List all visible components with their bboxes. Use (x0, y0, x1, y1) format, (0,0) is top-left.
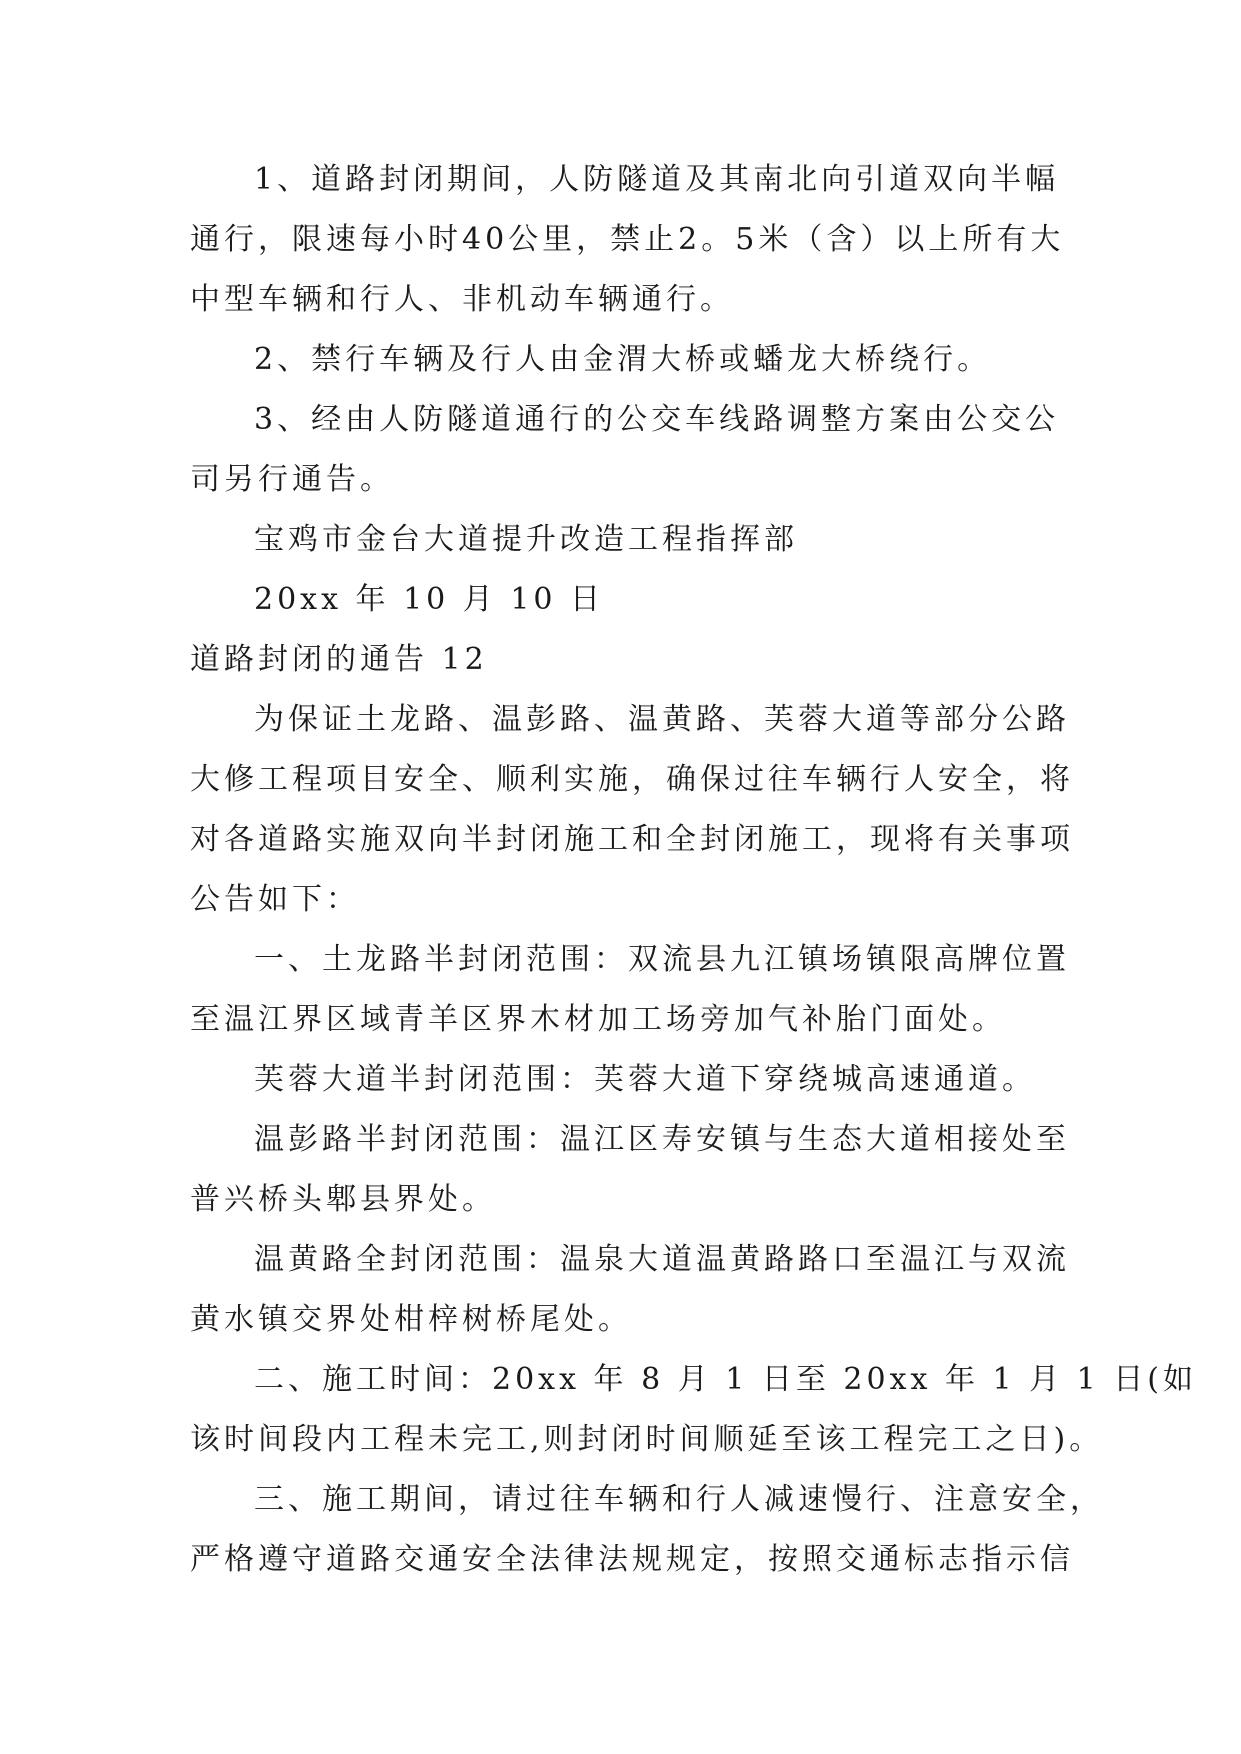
text-line: 对各道路实施双向半封闭施工和全封闭施工，现将有关事项 (190, 822, 1074, 857)
text-line: 温黄路全封闭范围：温泉大道温黄路路口至温江与双流 (254, 1242, 1070, 1277)
text-line: 1、道路封闭期间，人防隧道及其南北向引道双向半幅 (254, 162, 1060, 197)
signature-date: 20xx 年 10 月 10 日 (254, 582, 605, 617)
text-line: 大修工程项目安全、顺利实施，确保过往车辆行人安全，将 (190, 762, 1074, 797)
text-line: 三、施工期间，请过往车辆和行人减速慢行、注意安全， (254, 1482, 1104, 1517)
document-body (190, 150, 1197, 1590)
text-line: 一、土龙路半封闭范围：双流县九江镇场镇限高牌位置 (254, 942, 1070, 977)
text-line: 严格遵守道路交通安全法律法规规定，按照交通标志指示信 (190, 1542, 1074, 1577)
text-line: 2、禁行车辆及行人由金渭大桥或蟠龙大桥绕行。 (254, 342, 992, 377)
text-line: 3、经由人防隧道通行的公交车线路调整方案由公交公 (254, 402, 1060, 437)
text-line: 通行，限速每小时40公里，禁止2。5米（含）以上所有大 (190, 222, 1065, 257)
text-line: 至温江界区域青羊区界木材加工场旁加气补胎门面处。 (190, 1002, 1006, 1037)
signature-organization: 宝鸡市金台大道提升改造工程指挥部 (254, 522, 798, 557)
text-line: 芙蓉大道半封闭范围：芙蓉大道下穿绕城高速通道。 (254, 1062, 1036, 1097)
section-title: 道路封闭的通告 12 (190, 642, 488, 677)
text-line: 司另行通告。 (190, 462, 394, 497)
text-line: 为保证土龙路、温彭路、温黄路、芙蓉大道等部分公路 (254, 702, 1070, 737)
text-line: 二、施工时间：20xx 年 8 月 1 日至 20xx 年 1 月 1 日(如 (254, 1362, 1197, 1397)
text-line: 普兴桥头郫县界处。 (190, 1182, 496, 1217)
text-line: 该时间段内工程未完工,则封闭时间顺延至该工程完工之日)。 (190, 1422, 1104, 1457)
text-line: 中型车辆和行人、非机动车辆通行。 (190, 282, 734, 317)
text-line: 公告如下： (190, 882, 360, 917)
text-line: 温彭路半封闭范围：温江区寿安镇与生态大道相接处至 (254, 1122, 1070, 1157)
text-line: 黄水镇交界处柑梓树桥尾处。 (190, 1302, 632, 1337)
